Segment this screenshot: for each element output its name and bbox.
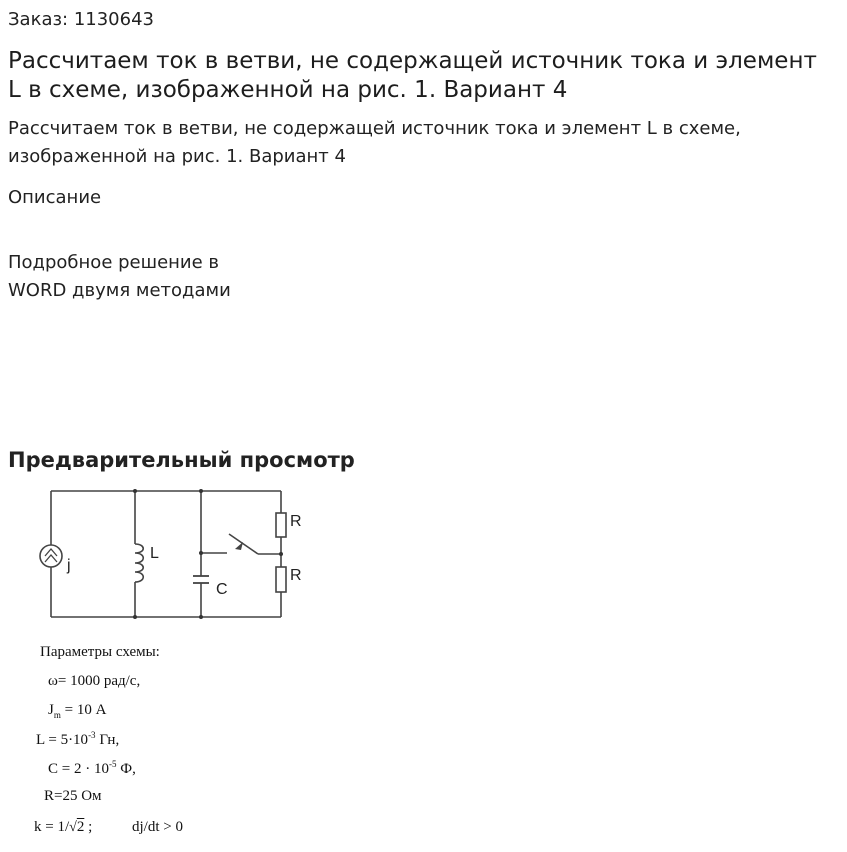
capacitor-label: C xyxy=(216,581,228,598)
param-omega: ω= 1000 рад/с, xyxy=(48,673,141,689)
capacitor-symbol xyxy=(193,576,209,583)
resistor-bottom-symbol xyxy=(276,567,286,592)
task-subtitle: Рассчитаем ток в ветви, не содержащей источник тока и элемент L в схеме, изображенной на рис. 1. Вариант 4 xyxy=(8,118,741,167)
current-source-symbol xyxy=(40,545,62,567)
preview-heading: Предварительный просмотр xyxy=(8,448,355,472)
resistor-bottom-label: R xyxy=(290,567,302,584)
param-r: R=25 Ом xyxy=(44,788,102,804)
order-number: Заказ: 1130643 xyxy=(8,9,154,30)
param-l: $L = 5\cdot 10^{-3}$ Гн, xyxy=(36,730,120,748)
resistor-top-label: R xyxy=(290,513,302,530)
param-c: $С = 2 \cdot 10^{-5}$ Ф, xyxy=(48,759,136,777)
circuit-diagram xyxy=(30,482,340,627)
resistor-top-symbol xyxy=(276,513,286,537)
preview-image xyxy=(0,482,847,852)
inductor-label: L xyxy=(150,545,159,562)
switch-symbol xyxy=(235,542,243,550)
param-jm: $J_m = 10$ А xyxy=(48,702,107,720)
inductor-symbol xyxy=(135,544,143,582)
page-title: Рассчитаем ток в ветви, не содержащей источник тока и элемент L в схеме, изображенной на рис. 1. Вариант 4 xyxy=(8,48,817,103)
description-heading: Описание xyxy=(8,187,102,208)
source-label: j xyxy=(67,557,71,574)
description-body: Подробное решение в WORD двумя методами xyxy=(8,252,231,301)
param-djdt: dj/dt > 0 xyxy=(132,819,183,835)
param-k: k = 1/√2 ; xyxy=(34,819,93,835)
params-heading: Параметры схемы: xyxy=(40,644,160,660)
